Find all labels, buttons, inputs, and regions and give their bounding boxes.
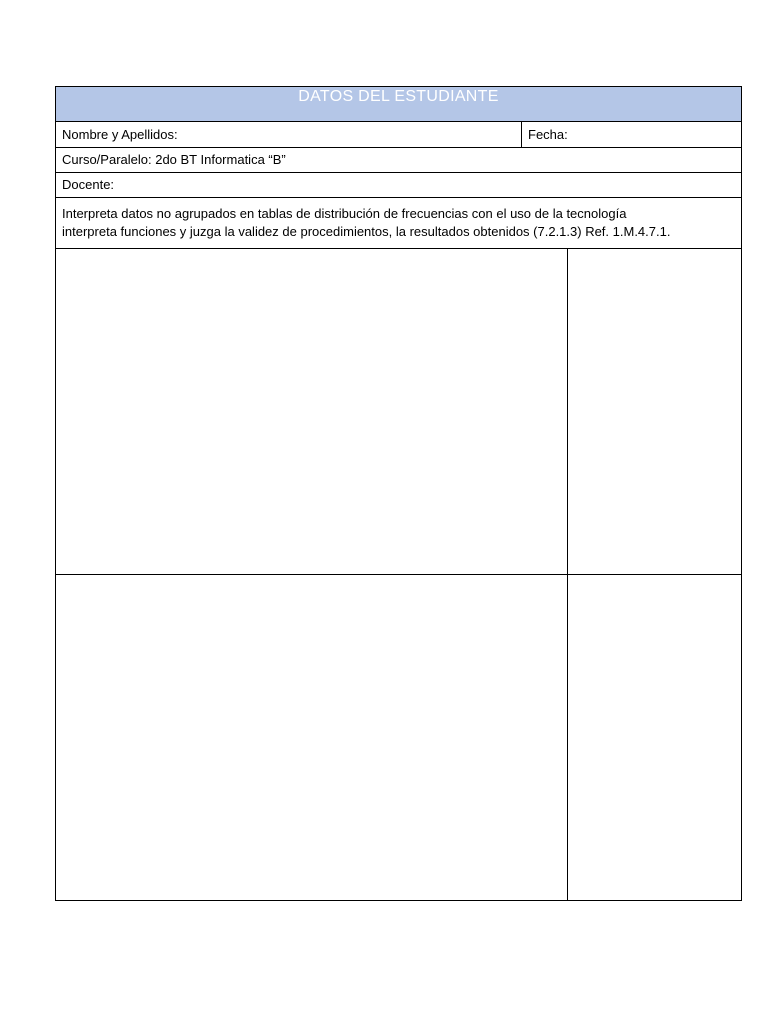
- course-row: [56, 148, 742, 173]
- teacher-row: [56, 173, 742, 198]
- name-field-label[interactable]: Nombre y Apellidos:: [56, 122, 522, 148]
- objective-line-2: interpreta funciones y juzga la validez de procedimientos, la resultados obtenidos (7.2.1.3) Ref. 1.M.4.7.1.: [62, 223, 671, 239]
- header-row: [56, 87, 742, 122]
- course-field[interactable]: Curso/Paralelo: 2do BT Informatica “B”: [56, 148, 742, 173]
- teacher-field-label[interactable]: Docente:: [56, 173, 742, 198]
- work-grid-row-1: [56, 249, 742, 575]
- work-grid-row-2: [56, 575, 742, 901]
- objective-line-1: Interpreta datos no agrupados en tablas de distribución de frecuencias con el uso de la tecnología: [62, 205, 627, 221]
- work-area-cell-1[interactable]: [56, 249, 568, 575]
- objective-text: [56, 198, 742, 249]
- student-data-table: [55, 86, 742, 249]
- side-cell-1[interactable]: [568, 249, 742, 575]
- objective-row: [56, 198, 742, 249]
- work-grid-table: [55, 248, 742, 901]
- student-data-header: DATOS DEL ESTUDIANTE: [56, 87, 742, 122]
- work-area-cell-2[interactable]: [56, 575, 568, 901]
- name-date-row: [56, 122, 742, 148]
- date-field-label[interactable]: Fecha:: [522, 122, 742, 148]
- side-cell-2[interactable]: [568, 575, 742, 901]
